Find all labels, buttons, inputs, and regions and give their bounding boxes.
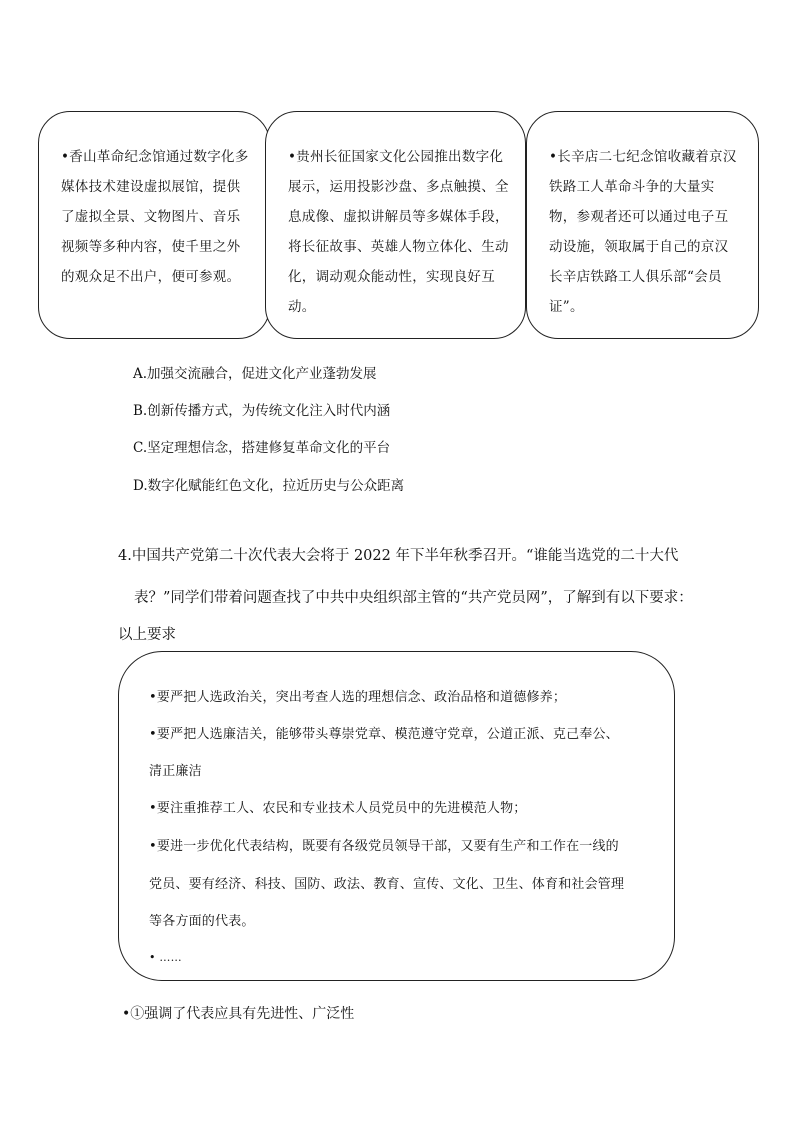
requirement-structure-cont-1: 党员、要有经济、科技、国防、政法、教育、宣传、文化、卫生、体育和社会管理 bbox=[149, 877, 625, 892]
question-4-line-2: 表？”同学们带着问题查找了中共中央组织部主管的“共产党员网”，了解到有以下要求： bbox=[134, 590, 693, 606]
option-a: A.加强交流融合，促进文化产业蓬勃发展 bbox=[133, 366, 377, 382]
requirement-integrity-cont: 清正廉洁 bbox=[149, 764, 202, 779]
requirement-political: •要严把人选政治关，突出考查人选的理想信念、政治品格和道德修养； bbox=[149, 690, 567, 705]
card-guizhou-text: •贵州长征国家文化公园推出数字化展示，运用投影沙盘、多点触摸、全息成像、虚拟讲解员等多媒体手段，将长征故事、英雄人物立体化、生动化，调动观众能动性，实现良好互动。 bbox=[288, 149, 509, 315]
requirement-structure: •要进一步优化代表结构，既要有各级党员领导干部，又要有生产和工作在一线的 bbox=[149, 839, 619, 854]
question-4-line-3: 以上要求 bbox=[118, 627, 176, 643]
card-xiangshan-text: •香山革命纪念馆通过数字化多媒体技术建设虚拟展馆，提供了虚拟全景、文物图片、音乐视频等多种内容，使千里之外的观众足不出户，便可参观。 bbox=[61, 149, 249, 285]
requirement-structure-cont-2: 等各方面的代表。 bbox=[149, 914, 255, 929]
card-changxindian bbox=[526, 111, 759, 339]
card-xiangshan bbox=[38, 111, 270, 339]
requirement-ellipsis: • …… bbox=[149, 951, 182, 964]
card-changxindian-text: •长辛店二七纪念馆收藏着京汉铁路工人革命斗争的大量实物，参观者还可以通过电子互动设施，领取属于自己的京汉长辛店铁路工人俱乐部“会员证”。 bbox=[549, 149, 737, 315]
question-4-line-1: 4.中国共产党第二十次代表大会将于 2022 年下半年秋季召开。“谁能当选党的二十大代 bbox=[118, 548, 679, 564]
requirement-integrity: •要严把人选廉洁关，能够带头尊崇党章、模范遵守党章，公道正派、克己奉公、 bbox=[149, 727, 619, 742]
option-b: B.创新传播方式，为传统文化注入时代内涵 bbox=[133, 403, 391, 419]
option-d: D.数字化赋能红色文化，拉近历史与公众距离 bbox=[133, 478, 405, 494]
answer-statement-1: •①强调了代表应具有先进性、广泛性 bbox=[122, 1006, 355, 1022]
requirements-box bbox=[118, 651, 675, 981]
requirement-recommend: •要注重推荐工人、农民和专业技术人员党员中的先进模范人物； bbox=[149, 801, 527, 816]
option-c: C.坚定理想信念，搭建修复革命文化的平台 bbox=[133, 440, 391, 456]
card-guizhou-long-march bbox=[265, 111, 526, 339]
